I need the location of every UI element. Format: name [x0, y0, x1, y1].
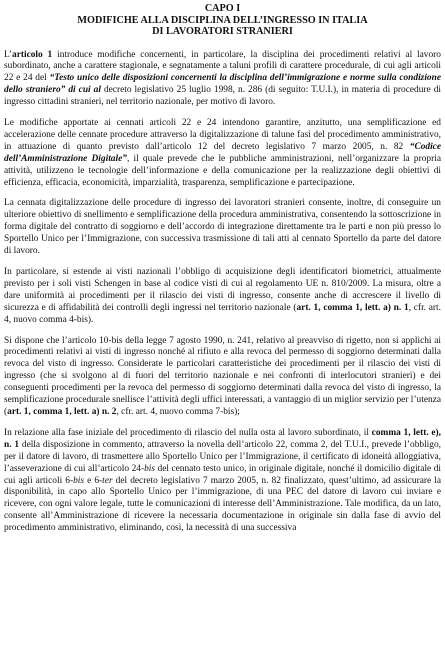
paragraph-text-run: La cennata digitalizzazione delle procedure di ingresso dei lavoratori stranieri consente, inoltre, di conseguire un ulteriore obiettivo di snellimento e semplificazione della procedura amministrativa, consentendo la sottoscrizione in forma digitale del contratto di soggiorno e dell’accordo di integrazione direttamente tra le parti e non più presso lo Sportello Unico per l’Immigrazione, con successiva trasmissione di tali atti al cennato Sportello da parte del datore di lavoro. — [4, 198, 441, 257]
paragraph-text-run: del decreto legislativo 7 marzo 2005, n. 82 finalizzato, quest’ultimo, ad assicurare la disponibilità, in capo allo Sportello Unico per l’immigrazione, di una PEC del datore di lavoro cui inviare e ricevere, con ogni valore legale, tutte le comunicazioni di interesse dell’Amministrazione. Tale modifica, da un lato, consente all’Amministrazione di ricevere la necessaria documentazione in originale sin dalla fase di avvio del procedimento amministrativo, eliminando, così, la necessità di una successiva — [4, 475, 441, 534]
paragraph-text-run: “Codice dell’Amministrazione Digitale” — [4, 141, 441, 164]
paragraph-text-run: art. 1, comma 1, lett. a) n. 1 — [296, 302, 409, 313]
chapter-heading — [4, 3, 441, 38]
paragraph-text-run: ter — [102, 475, 113, 486]
paragraph-text-run: , cfr. art. 4, nuovo comma 4-bis). — [4, 302, 441, 325]
chapter-number: CAPO I — [204, 3, 241, 14]
paragraph-text-run: , il quale prevede che le pubbliche amministrazioni, nell’organizzare la propria attività, utilizzeno le tecnologie dell’informazione e della comunicazione per la realizzazione degli obiettivi di efficienza, efficacia, economicità, imparzialità, trasparenza, semplificazione e partecipazione. — [4, 153, 441, 188]
paragraph-simplification — [4, 198, 441, 258]
paragraph-text-run: introduce modifiche concernenti, in particolare, la disciplina dei procedimenti relativi al lavoro subordinato, anche a carattere stagionale, e segnatamente a taluni profili di carattere procedurale, di cui agli articoli 22 e 24 del — [4, 49, 441, 84]
paragraph-text-run: comma 1, lett. e), n. 1 — [4, 427, 442, 450]
paragraph-text-run: Le modifiche apportate ai cennati articoli 22 e 24 intendono garantire, anzitutto, una semplificazione ed accelerazione delle cennate procedure attraverso la digitalizzazione di talune fasi del procedimento amministrativo, in attuazione di quanto previsto dall’articolo 12 del decreto legislativo 7 marzo 2005, n. 82 — [4, 118, 441, 152]
paragraph-text-run: e 6- — [84, 475, 103, 486]
paragraph-text-run: bis — [73, 475, 85, 486]
paragraph-text-run: decreto legislativo 25 luglio 1998, n. 286 (di seguito: T.U.I.), in materia di procedure di ingresso cittadini stranieri, nel territorio nazionale, per motivo di lavoro. — [4, 85, 442, 108]
paragraph-text-run: articolo 1 — [12, 49, 53, 60]
paragraph-biometrics — [4, 267, 441, 327]
paragraph-text-run: L’ — [4, 49, 12, 60]
paragraph-text-run: art. 1, comma 1, lett. a) n. 2 — [7, 406, 117, 417]
paragraph-text-run: In particolare, si estende ai visti nazionali l’obbligo di acquisizione degli identificatori biometrici, attualmente previsto per i soli visti Schengen in base al codice visti di cui al regolamento UE n. 810/2009. La misura, oltre a dare uniformità ai procedimenti per il rilascio dei visti di ingresso, consente anche di accrescere il livello di sicurezza e di affidabilità dei controlli degli ingressi nel territorio nazionale ( — [4, 267, 441, 313]
paragraph-text-run: , cfr. art. 4, nuovo comma 7-bis); — [116, 406, 240, 417]
paragraph-text-run: “Testo unico delle disposizioni concernenti la disciplina dell’immigrazione e norme sulla condizione dello straniero” di cui al — [4, 73, 441, 96]
paragraph-digitalization — [4, 118, 441, 189]
paragraph-text-run: del cennato testo unico, in originale digitale, nonché il domicilio digitale di cui agli articoli 6- — [4, 463, 441, 486]
paragraph-nulla-osta — [4, 428, 441, 535]
paragraph-preavviso-rigetto — [4, 336, 441, 419]
chapter-title-line-2: DI LAVORATORI STRANIERI — [152, 26, 293, 37]
paragraph-article-1-intro — [4, 50, 441, 110]
chapter-title-line-1: MODIFICHE ALLA DISCIPLINA DELL’INGRESSO IN ITALIA — [77, 14, 368, 26]
paragraph-text-run: bis — [144, 463, 156, 474]
paragraph-text-run: Si dispone che l’articolo 10-bis della legge 7 agosto 1990, n. 241, relativo al preavviso di rigetto, non si applichi ai procedimenti relativi ai visti di ingresso nonché al rifiuto e alla revoca del permesso di soggiorno determinati dalla revoca del visto di ingresso. Considerate le particolari caratteristiche dei procedimenti per il rilascio dei visti di ingresso (che si svolgono al di fuori del territorio nazionale e nei confronti di interlocutori stranieri) e dei conseguenti procedimenti per la revoca del permesso di soggiorno determinati dalla revoca del visto di ingresso, la semplificazione procedurale snellisce l’attività degli uffici interessati, a vantaggio di un miglior servizio per l’utenza ( — [4, 335, 441, 417]
paragraph-text-run: della disposizione in commento, attraverso la novella dell’articolo 22, comma 2, del T.U.I., prevede l’obbligo, per il datore di lavoro, di trasmettere allo Sportello Unico per l’Immigrazione, il certificato di idoneità alloggiativa, l’asseverazione di cui all’articolo 24- — [4, 439, 441, 474]
paragraph-text-run: In relazione alla fase iniziale del procedimento di rilascio del nulla osta al lavoro subordinato, il — [4, 427, 372, 438]
